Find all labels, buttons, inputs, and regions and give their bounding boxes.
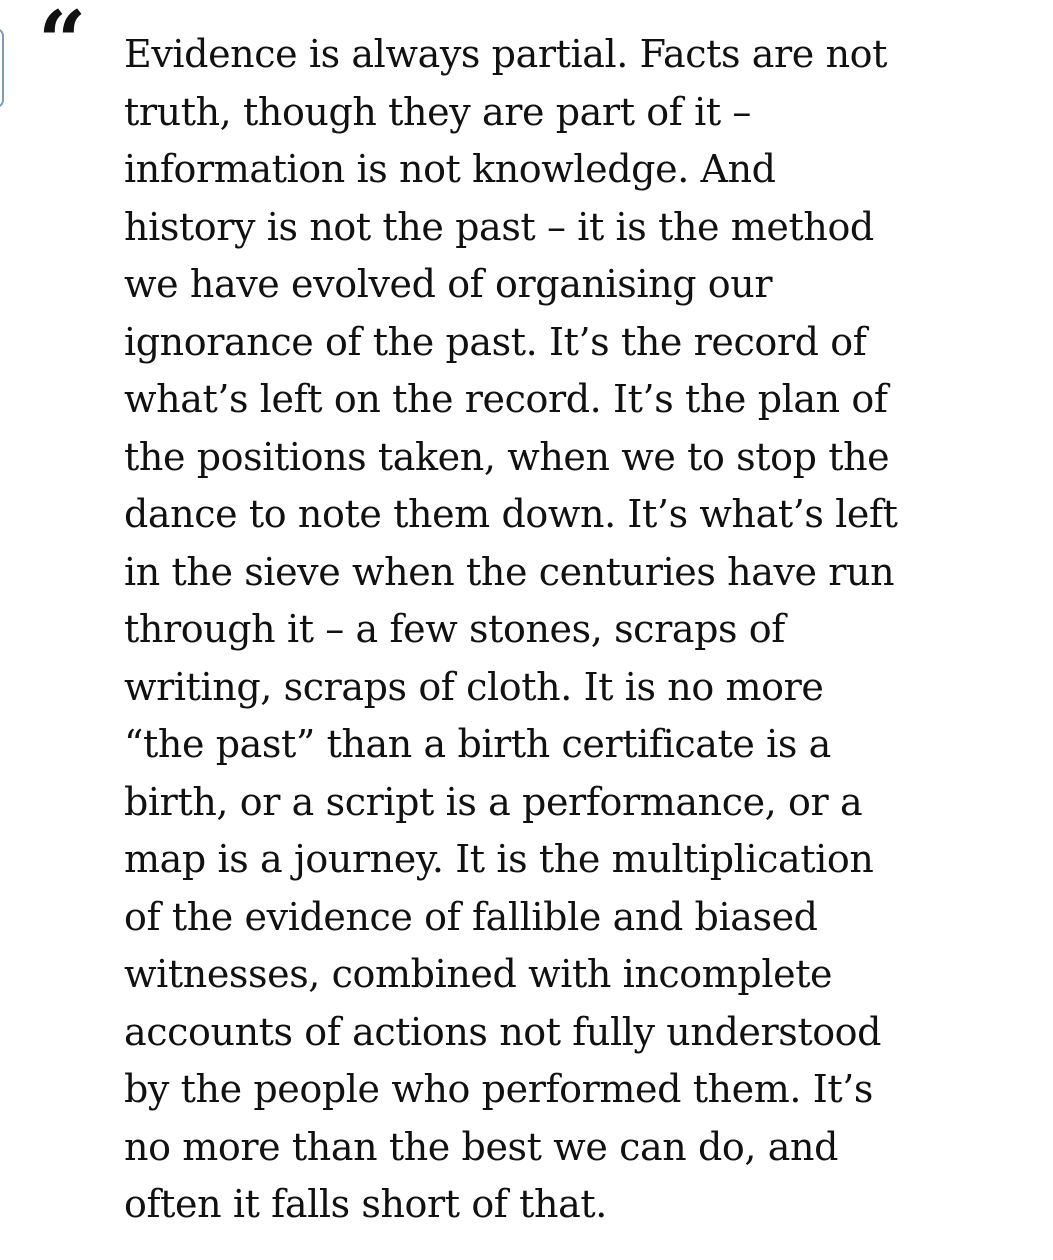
quote-line: birth, or a script is a performance, or a <box>124 779 863 824</box>
quote-line: Evidence is always partial. Facts are not <box>124 32 887 76</box>
quote-line: accounts of actions not fully understood <box>124 1009 882 1054</box>
quote-line: of the evidence of fallible and biased <box>124 894 818 939</box>
quote-line: no more than the best we can do, and <box>124 1124 839 1169</box>
quote-text <box>124 26 1024 1234</box>
quote-line: “the past” than a birth certificate is a <box>124 722 831 766</box>
quote-line: ignorance of the past. It’s the record of <box>124 319 867 364</box>
quote-line: often it falls short of that. <box>124 1182 607 1226</box>
quote-line: we have evolved of organising our <box>124 262 773 306</box>
quote-line: the positions taken, when we to stop the <box>124 434 890 479</box>
quote-line: through it – a few stones, scraps of <box>124 607 785 651</box>
quote-line: witnesses, combined with incomplete <box>124 952 833 996</box>
quote-line: by the people who performed them. It’s <box>124 1067 873 1111</box>
left-edge-frame <box>0 28 4 108</box>
quote-line: writing, scraps of cloth. It is no more <box>124 664 824 709</box>
quote-line: history is not the past – it is the method <box>124 204 874 249</box>
quote-line: information is not knowledge. And <box>124 147 776 191</box>
quote-line: dance to note them down. It’s what’s left <box>124 492 898 536</box>
quote-line: what’s left on the record. It’s the plan of <box>124 377 888 421</box>
quote-line: truth, though they are part of it – <box>124 89 751 134</box>
quote-mark-icon: “ <box>38 0 87 91</box>
quote-line: in the sieve when the centuries have run <box>124 549 895 594</box>
quote-line: map is a journey. It is the multiplication <box>124 837 874 881</box>
